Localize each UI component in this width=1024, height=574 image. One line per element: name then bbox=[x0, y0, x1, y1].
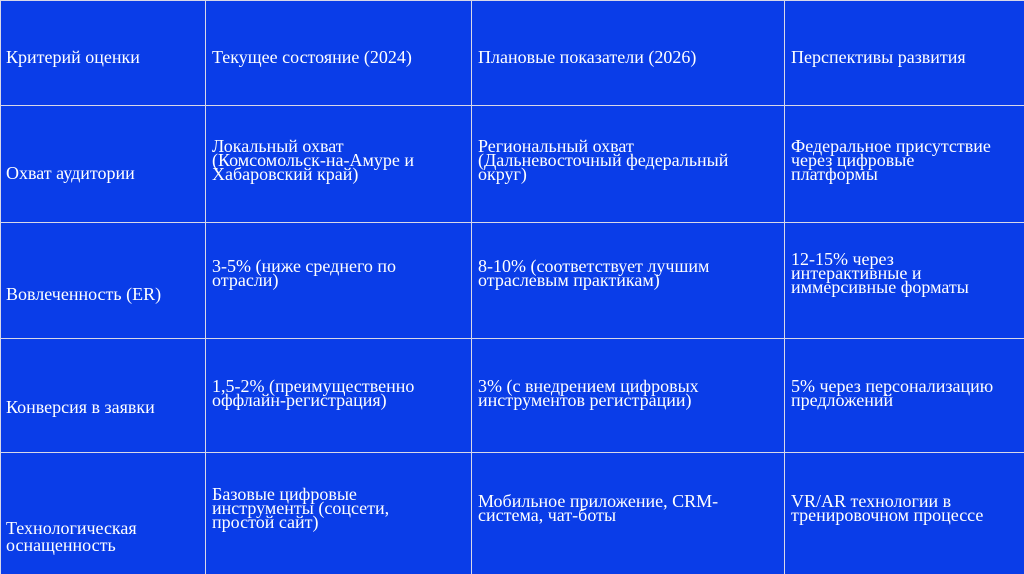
prospects-cell bbox=[785, 453, 1024, 574]
header-cell-current bbox=[206, 1, 472, 106]
table-header-row bbox=[1, 1, 1024, 106]
criterion-label: Конверсия в заявки bbox=[6, 396, 155, 417]
current-cell bbox=[206, 453, 472, 574]
planned-value: 3% (с внедрением цифровых инструментов регистрации) bbox=[478, 375, 699, 410]
current-cell bbox=[206, 223, 472, 339]
prospects-cell bbox=[785, 339, 1024, 453]
criterion-cell bbox=[1, 106, 206, 223]
criterion-cell bbox=[1, 223, 206, 339]
criterion-label: Технологическая оснащенность bbox=[6, 518, 137, 555]
prospects-cell bbox=[785, 106, 1024, 223]
header-planned-label: Плановые показатели (2026) bbox=[478, 47, 697, 67]
planned-cell bbox=[472, 106, 785, 223]
criterion-label: Охват аудитории bbox=[6, 163, 135, 183]
current-value: Локальный охват (Комсомольск-на-Амуре и Хабаровский край) bbox=[212, 136, 414, 184]
header-prospects-label: Перспективы развития bbox=[791, 47, 966, 67]
header-cell-planned bbox=[472, 1, 785, 106]
criterion-label: Вовлеченность (ER) bbox=[6, 283, 162, 304]
table-row bbox=[1, 223, 1024, 339]
table-row bbox=[1, 453, 1024, 574]
criterion-cell bbox=[1, 339, 206, 453]
planned-value: 8-10% (соответствует лучшим отраслевым практикам) bbox=[478, 255, 710, 290]
planned-value: Мобильное приложение, CRM- система, чат-боты bbox=[478, 491, 719, 525]
planned-cell bbox=[472, 339, 785, 453]
current-cell bbox=[206, 106, 472, 223]
header-cell-prospects bbox=[785, 1, 1024, 106]
prospects-value: 5% через персонализацию предложений bbox=[791, 375, 994, 410]
criterion-cell bbox=[1, 453, 206, 574]
planned-cell bbox=[472, 453, 785, 574]
prospects-value: Федеральное присутствие через цифровые платформы bbox=[791, 136, 991, 184]
header-cell-criterion bbox=[1, 1, 206, 106]
current-cell bbox=[206, 339, 472, 453]
planned-value: Региональный охват (Дальневосточный федеральный округ) bbox=[478, 136, 729, 184]
current-value: 1,5-2% (преимущественно оффлайн-регистрация) bbox=[212, 375, 415, 410]
current-value: 3-5% (ниже среднего по отрасли) bbox=[212, 255, 397, 290]
prospects-cell bbox=[785, 223, 1024, 339]
planned-cell bbox=[472, 223, 785, 339]
table-row bbox=[1, 339, 1024, 453]
table-row bbox=[1, 106, 1024, 223]
current-value: Базовые цифровые инструменты (соцсети, простой сайт) bbox=[212, 484, 390, 532]
header-criterion-label: Критерий оценки bbox=[6, 47, 140, 67]
prospects-value: 12-15% через интерактивные и иммерсивные форматы bbox=[791, 248, 969, 297]
prospects-value: VR/AR технологии в тренировочном процессе bbox=[791, 491, 984, 525]
header-current-label: Текущее состояние (2024) bbox=[212, 47, 412, 67]
